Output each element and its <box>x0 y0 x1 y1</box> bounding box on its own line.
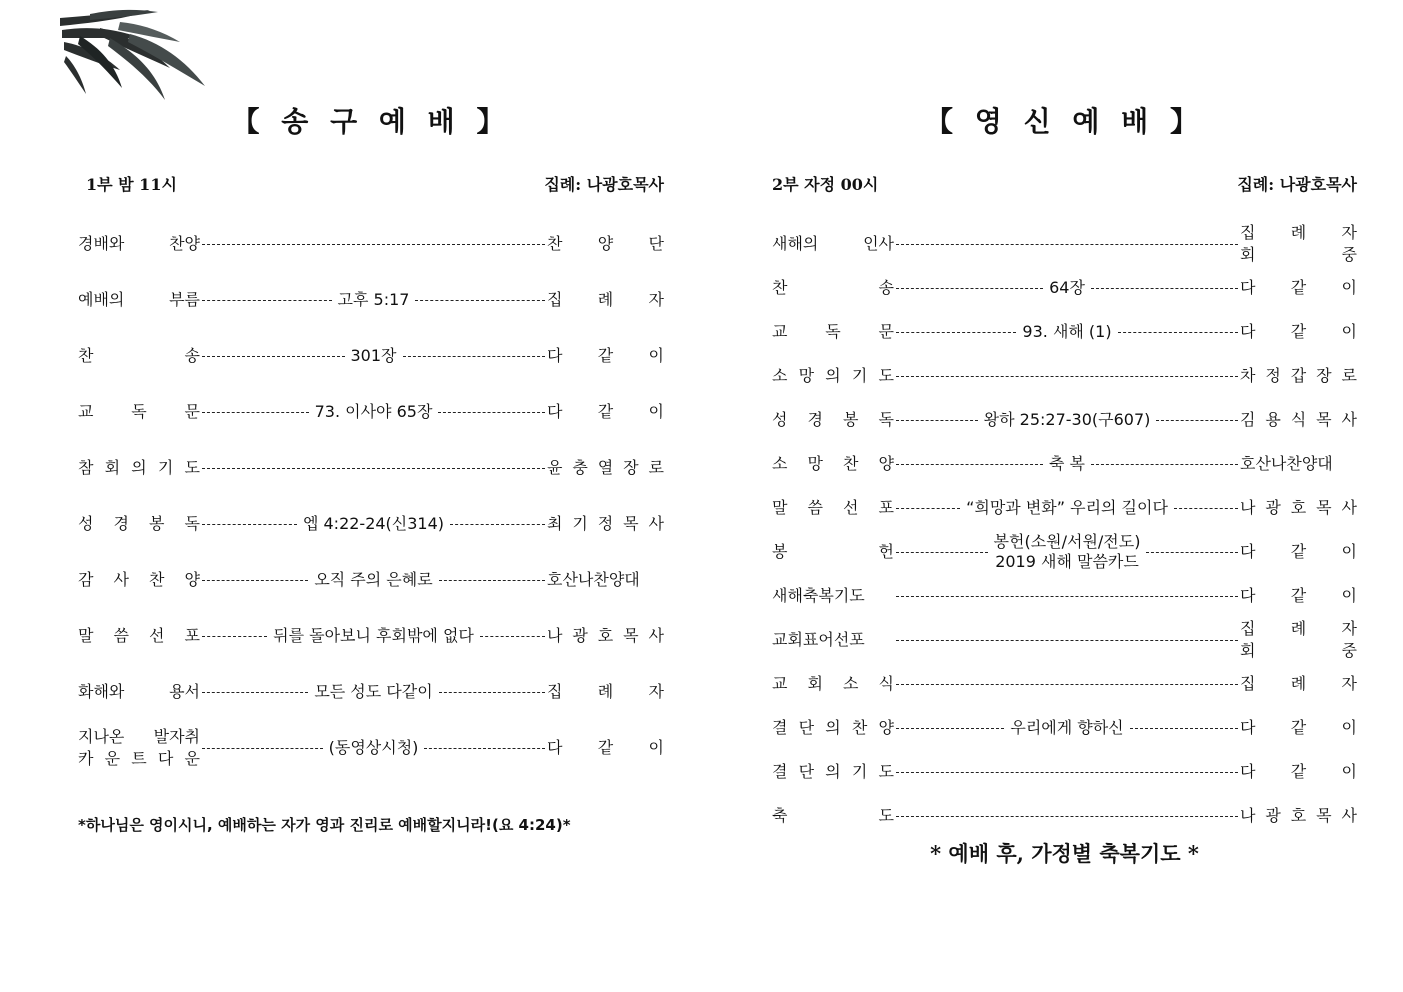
bamboo-leaves-illustration <box>60 8 210 104</box>
order-item-leader-line <box>200 570 547 590</box>
left-service-header <box>78 168 664 198</box>
order-item-label: 새해의 인사 <box>772 234 894 253</box>
order-item-leader-line <box>894 454 1240 474</box>
order-item-person: 다 같 이 <box>1240 718 1357 737</box>
dashed-leader <box>439 692 545 693</box>
dashed-leader <box>896 552 988 553</box>
right-presider: 집례: 나광호목사 <box>1237 175 1357 194</box>
order-item-detail: 오직 주의 은혜로 <box>314 570 433 589</box>
dashed-leader <box>896 684 1238 685</box>
order-item-label: 찬 송 <box>772 278 894 297</box>
order-row <box>772 266 1357 310</box>
order-item-leader-line <box>894 410 1240 430</box>
order-item-detail: 왕하 25:27-30(구607) <box>983 410 1151 429</box>
dashed-leader <box>202 580 308 581</box>
order-item-detail: 73. 이사야 65장 <box>314 402 433 421</box>
dashed-leader <box>896 464 1043 465</box>
dashed-leader <box>896 508 960 509</box>
order-item-detail: 93. 새해 (1) <box>1022 322 1112 341</box>
order-item-label: 말 씀 선 포 <box>78 626 200 645</box>
dashed-leader <box>896 288 1043 289</box>
dashed-leader <box>202 692 308 693</box>
order-row <box>78 558 664 602</box>
order-item-leader-line <box>200 346 547 366</box>
order-row <box>772 574 1357 618</box>
order-item-label-line2: 카 운 트 다 운 <box>78 749 200 768</box>
order-item-detail: 엡 4:22-24(신314) <box>302 514 445 533</box>
order-item-person: 다 같 이 <box>547 346 664 365</box>
order-item-detail: 뒤를 돌아보니 후회밖에 없다 <box>273 626 474 645</box>
right-part-time: 2부 자정 00시 <box>772 175 879 194</box>
order-item-person: 다 같 이 <box>547 402 664 421</box>
order-row <box>78 390 664 434</box>
order-item-detail <box>990 532 1145 572</box>
order-item-leader-line <box>894 532 1240 572</box>
order-item-label: 성 경 봉 독 <box>772 410 894 429</box>
left-part-time: 1부 밤 11시 <box>86 175 177 194</box>
order-item-detail: (동영상시청) <box>328 738 419 757</box>
dashed-leader <box>202 300 332 301</box>
order-item-label-line1: 지나온 발자취 <box>78 727 200 746</box>
order-item-person: 호산나찬양대 <box>1240 454 1333 473</box>
order-item-detail-line2: 2019 새해 말씀카드 <box>995 552 1139 571</box>
order-item-person: 윤 충 열 장 로 <box>547 458 664 477</box>
order-item-leader-line <box>894 718 1240 738</box>
order-item-person: 김 용 식 목 사 <box>1240 410 1357 429</box>
left-presider: 집례: 나광호목사 <box>544 175 664 194</box>
dashed-leader <box>1146 552 1238 553</box>
order-item-label: 화해와 용서 <box>78 682 200 701</box>
order-row <box>78 670 664 714</box>
dashed-leader <box>896 420 978 421</box>
dashed-leader <box>1118 332 1238 333</box>
order-row <box>78 222 664 266</box>
order-item-leader-line <box>200 402 547 422</box>
dashed-leader <box>896 640 1238 641</box>
order-item-label: 소 망 의 기 도 <box>772 366 894 385</box>
order-item-person: 찬 양 단 <box>547 234 664 253</box>
order-row <box>78 726 664 770</box>
dashed-leader <box>202 524 297 525</box>
order-item-detail: “희망과 변화” 우리의 길이다 <box>966 498 1168 517</box>
order-row <box>772 486 1357 530</box>
dashed-leader <box>1091 464 1238 465</box>
order-item-label: 결 단 의 기 도 <box>772 762 894 781</box>
order-item-leader-line <box>894 596 1240 597</box>
order-item-leader-line <box>200 290 547 310</box>
order-row <box>78 334 664 378</box>
order-item-leader-line <box>894 816 1240 817</box>
order-item-label <box>78 726 200 770</box>
order-item-label: 예배의 부름 <box>78 290 200 309</box>
order-item-leader-line <box>200 468 547 469</box>
right-service-header <box>772 168 1357 198</box>
order-row <box>772 750 1357 794</box>
order-item-leader-line <box>894 278 1240 298</box>
order-item-leader-line <box>894 376 1240 377</box>
dashed-leader <box>403 356 546 357</box>
order-row <box>772 354 1357 398</box>
order-item-label: 말 씀 선 포 <box>772 498 894 517</box>
order-item-label: 새해축복기도 <box>772 586 865 605</box>
order-item-leader-line <box>894 498 1240 518</box>
order-item-detail-line1: 봉헌(소원/서원/전도) <box>993 532 1141 551</box>
order-row <box>772 530 1357 574</box>
dashed-leader <box>202 244 545 245</box>
order-item-person: 다 같 이 <box>1240 322 1357 341</box>
order-item-leader-line <box>894 322 1240 342</box>
order-item-leader-line <box>894 772 1240 773</box>
order-row <box>772 794 1357 838</box>
dashed-leader <box>1174 508 1238 509</box>
order-item-person: 다 같 이 <box>1240 542 1357 561</box>
dashed-leader <box>439 580 545 581</box>
dashed-leader <box>896 772 1238 773</box>
order-item-person: 최 기 정 목 사 <box>547 514 664 533</box>
order-row <box>78 278 664 322</box>
order-item-label: 결 단 의 찬 양 <box>772 718 894 737</box>
order-item-person: 집 례 자 <box>1240 674 1357 693</box>
order-item-person: 다 같 이 <box>547 738 664 757</box>
order-item-person: 집 례 자 <box>547 290 664 309</box>
order-item-person: 나 광 호 목 사 <box>547 626 664 645</box>
order-item-label: 축 도 <box>772 806 894 825</box>
order-item-leader-line <box>200 626 547 646</box>
order-item-label: 찬 송 <box>78 346 200 365</box>
dashed-leader <box>202 748 323 749</box>
dashed-leader <box>896 244 1238 245</box>
dashed-leader <box>438 412 545 413</box>
order-item-detail: 301장 <box>350 346 397 365</box>
order-item-label: 경배와 찬양 <box>78 234 200 253</box>
order-item-leader-line <box>200 244 547 245</box>
order-item-leader-line <box>894 684 1240 685</box>
order-item-leader-line <box>894 244 1240 245</box>
order-item-person <box>1240 618 1357 662</box>
order-item-person: 나 광 호 목 사 <box>1240 806 1357 825</box>
order-item-label: 교 독 문 <box>772 322 894 341</box>
dashed-leader <box>480 636 545 637</box>
order-item-label: 성 경 봉 독 <box>78 514 200 533</box>
dashed-leader <box>896 728 1004 729</box>
right-service-title: 【 영 신 예 배 】 <box>925 105 1204 138</box>
order-item-label: 참 회 의 기 도 <box>78 458 200 477</box>
dashed-leader <box>896 816 1238 817</box>
dashed-leader <box>202 468 545 469</box>
order-item-label: 교 독 문 <box>78 402 200 421</box>
dashed-leader <box>1130 728 1238 729</box>
order-row <box>772 618 1357 662</box>
right-footer-note: * 예배 후, 가정별 축복기도 * <box>930 841 1199 866</box>
order-item-label: 봉 헌 <box>772 542 894 561</box>
order-item-person-line1: 집 례 자 <box>1240 223 1357 242</box>
order-item-person: 다 같 이 <box>1240 762 1357 781</box>
order-row <box>772 310 1357 354</box>
dashed-leader <box>1091 288 1238 289</box>
dashed-leader <box>202 636 267 637</box>
order-row <box>772 662 1357 706</box>
order-item-detail: 모든 성도 다같이 <box>314 682 433 701</box>
order-item-detail: 우리에게 향하신 <box>1010 718 1124 737</box>
order-item-label: 감 사 찬 양 <box>78 570 200 589</box>
order-item-person: 집 례 자 <box>547 682 664 701</box>
left-footer-verse: *하나님은 영이시니, 예배하는 자가 영과 진리로 예배할지니라!(요 4:24)* <box>78 816 571 834</box>
order-item-label: 교회표어선포 <box>772 630 865 649</box>
order-item-person: 다 같 이 <box>1240 278 1357 297</box>
dashed-leader <box>415 300 545 301</box>
dashed-leader <box>202 412 309 413</box>
order-row <box>772 398 1357 442</box>
order-item-detail: 축 복 <box>1049 454 1085 473</box>
order-item-detail: 64장 <box>1049 278 1085 297</box>
dashed-leader <box>202 356 345 357</box>
left-service-title: 【 송 구 예 배 】 <box>231 105 511 138</box>
dashed-leader <box>424 748 545 749</box>
order-item-leader-line <box>894 640 1240 641</box>
order-item-label: 교 회 소 식 <box>772 674 894 693</box>
order-item-person: 다 같 이 <box>1240 586 1357 605</box>
order-item-person-line2: 회 중 <box>1240 245 1357 264</box>
order-item-leader-line <box>200 682 547 702</box>
dashed-leader <box>1156 420 1238 421</box>
dashed-leader <box>896 596 1238 597</box>
order-row <box>78 502 664 546</box>
order-row <box>78 446 664 490</box>
order-item-person: 차 정 갑 장 로 <box>1240 366 1357 385</box>
dashed-leader <box>896 332 1016 333</box>
order-item-detail: 고후 5:17 <box>337 290 410 309</box>
order-item-label: 소 망 찬 양 <box>772 454 894 473</box>
order-item-person: 나 광 호 목 사 <box>1240 498 1357 517</box>
order-row <box>772 706 1357 750</box>
order-item-person-line2: 회 중 <box>1240 641 1357 660</box>
order-item-person-line1: 집 례 자 <box>1240 619 1357 638</box>
order-item-person <box>1240 222 1357 266</box>
dashed-leader <box>896 376 1238 377</box>
dashed-leader <box>450 524 545 525</box>
order-row <box>772 442 1357 486</box>
order-item-leader-line <box>200 738 547 758</box>
order-item-person: 호산나찬양대 <box>547 570 640 589</box>
order-row <box>772 222 1357 266</box>
order-item-leader-line <box>200 514 547 534</box>
order-row <box>78 614 664 658</box>
